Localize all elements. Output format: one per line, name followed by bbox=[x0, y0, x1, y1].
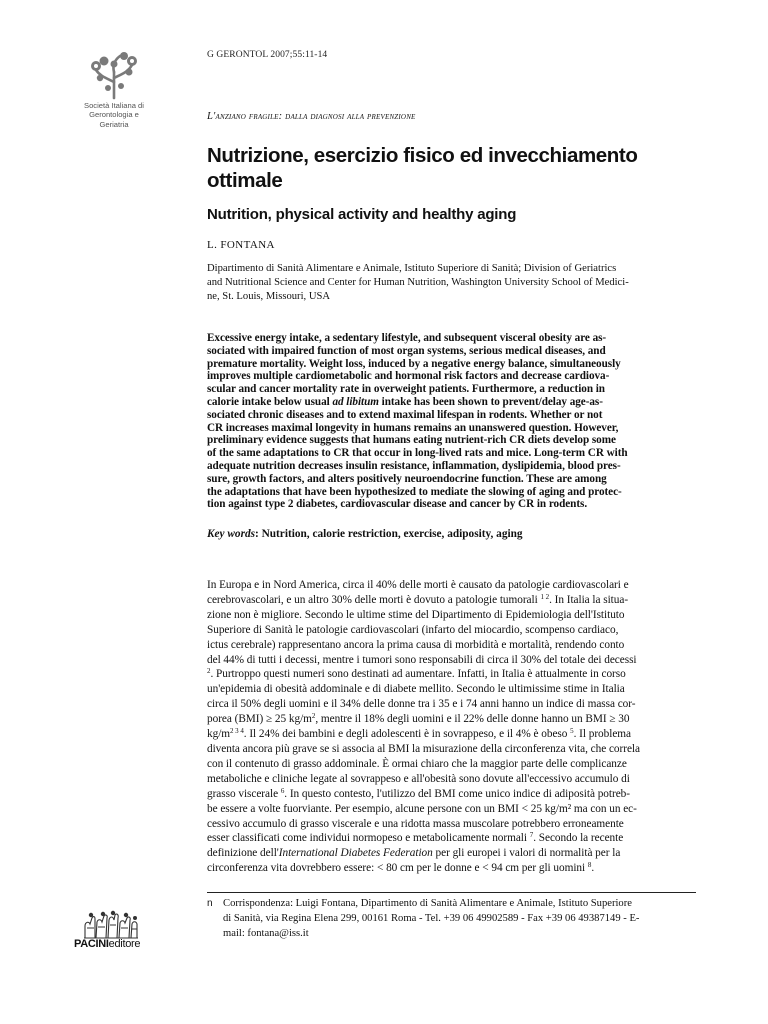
body-line: del 44% di tutti i decessi, mentre i tumori sono responsabili di circa il 30% del totale dei decessi bbox=[207, 653, 637, 666]
body-text-span: . In questo contesto, l'utilizzo del BMI come unico indice di adiposità potreb- bbox=[284, 787, 630, 800]
body-text-span: definizione dell' bbox=[207, 847, 279, 860]
body-line bbox=[207, 861, 702, 876]
body-line bbox=[207, 727, 702, 742]
body-line bbox=[207, 593, 702, 608]
body-line: un'epidemia di obesità addominale e di diabete mellito. Secondo le ultimissime stime in Italia bbox=[207, 683, 625, 696]
citation-ref: 8 bbox=[587, 861, 592, 870]
footnote-divider bbox=[207, 892, 696, 893]
citation-ref: 6 bbox=[280, 786, 285, 795]
abstract bbox=[207, 332, 702, 511]
publisher-name-rest: editore bbox=[108, 938, 141, 950]
body-text-span: porea (BMI) ≥ 25 kg/m bbox=[207, 713, 312, 726]
article-title: Nutrizione, esercizio fisico ed invecchiamento ottimale bbox=[207, 144, 638, 192]
body-line: zione non è migliore. Secondo le ultime stime del Dipartimento di Epidemiologia dell'Istituto bbox=[207, 608, 625, 621]
society-name-line: Gerontologia e bbox=[89, 110, 139, 120]
affiliation-line: ne, St. Louis, Missouri, USA bbox=[207, 291, 331, 302]
keywords-text: : Nutrition, calorie restriction, exercise, adiposity, aging bbox=[255, 528, 523, 540]
affiliation-line: and Nutritional Science and Center for Human Nutrition, Washington University School of Medici- bbox=[207, 277, 629, 288]
abstract-line: the adaptations that have been hypothesized to mediate the slowing of aging and protec- bbox=[207, 485, 622, 498]
article-title-english: Nutrition, physical activity and healthy aging bbox=[207, 206, 517, 223]
footnote-line: di Sanità, via Regina Elena 299, 00161 Roma - Tel. +39 06 49902589 - Fax +39 06 49387149 - E- bbox=[223, 913, 640, 924]
keywords bbox=[207, 528, 523, 540]
body-text-span: . bbox=[591, 862, 595, 875]
body-text-span: grasso viscerale bbox=[207, 787, 281, 800]
body-line: cessivo accumulo di grasso viscerale e una ridotta massa muscolare potrebbero erroneamente bbox=[207, 817, 624, 830]
footnote-line: Corrispondenza: Luigi Fontana, Dipartimento di Sanità Alimentare e Animale, Istituto Superiore bbox=[223, 898, 632, 909]
body-text-span: per gli europei i valori di normalità per la bbox=[432, 847, 621, 860]
body-line: be essere a volte fuorviante. Per esempio, alcune persone con un BMI < 25 kg/m² ma con un ec- bbox=[207, 802, 637, 815]
superscript: 2 bbox=[311, 712, 316, 721]
correspondence-footnote bbox=[223, 896, 699, 941]
abstract-line bbox=[207, 396, 702, 409]
body-line: diventa ancora più grave se si associa al BMI la misurazione della circonferenza vita, che correla bbox=[207, 742, 640, 755]
body-line: circa il 50% degli uomini e il 34% delle donne tra i 35 e i 74 anni hanno un indice di massa cor- bbox=[207, 698, 636, 711]
society-name bbox=[70, 101, 158, 129]
body-line: ictus cerebrale) rappresentano ancora la prima causa di morbidità e mortalità, rendendo conto bbox=[207, 638, 625, 651]
abstract-line: preliminary evidence suggests that humans eating nutrient-rich CR diets develop some bbox=[207, 434, 616, 447]
abstract-line: improves multiple cardiometabolic and hormonal risk factors and decrease cardiova- bbox=[207, 370, 610, 383]
body-text-span: circonferenza vita dovrebbero essere: < 80 cm per le donne e < 94 cm per gli uomini bbox=[207, 862, 588, 875]
body-text-span: cerebrovascolari, e un altro 30% delle morti è dovuto a patologie tumorali bbox=[207, 593, 541, 606]
abstract-line: Excessive energy intake, a sedentary lifestyle, and subsequent visceral obesity are as- bbox=[207, 332, 607, 344]
abstract-line: sure, growth factors, and alters positively neuroendocrine function. These are among bbox=[207, 472, 607, 485]
body-text-span: kg/m bbox=[207, 728, 231, 741]
author-affiliation bbox=[207, 262, 697, 304]
abstract-line: of the same adaptations to CR that occur in long-lived rats and mice. Long-term CR with bbox=[207, 447, 628, 460]
journal-citation: G GERONTOL 2007;55:11-14 bbox=[207, 50, 328, 60]
body-line bbox=[207, 787, 702, 802]
society-logo-icon bbox=[86, 52, 142, 100]
body-line bbox=[207, 831, 702, 846]
body-line bbox=[207, 712, 702, 727]
body-italic-span: International Diabetes Federation bbox=[278, 847, 433, 860]
abstract-line: tion against type 2 diabetes, cardiovascular disease and cancer by CR in rodents. bbox=[207, 498, 588, 511]
body-line: Superiore di Sanità le patologie cardiovascolari (infarto del miocardio, scompenso cardiaco, bbox=[207, 623, 619, 636]
body-text-span: . Secondo la recente bbox=[533, 832, 624, 845]
publisher-logo-icon bbox=[82, 910, 140, 940]
society-name-line: Società Italiana di bbox=[84, 101, 144, 110]
abstract-text: calorie intake below usual bbox=[207, 395, 333, 408]
footnote-line: mail: fontana@iss.it bbox=[223, 928, 309, 939]
citation-ref: 2 bbox=[207, 667, 211, 676]
publisher-name-bold: PACINI bbox=[74, 938, 109, 950]
abstract-line: premature mortality. Weight loss, induced by a negative energy balance, simultaneously bbox=[207, 357, 621, 370]
citation-ref: 5 bbox=[570, 727, 574, 736]
citation-ref: 2 3 4 bbox=[230, 727, 244, 736]
abstract-line: CR increases maximal longevity in humans remains an unanswered question. However, bbox=[207, 421, 619, 434]
body-line: con il contenuto di grasso addominale. È ormai chiaro che la maggior parte delle complicanze bbox=[207, 757, 627, 770]
citation-ref: 1 2 bbox=[540, 592, 550, 601]
publisher-name bbox=[74, 938, 140, 950]
abstract-line: scular and cancer mortality rate in overweight patients. Furthermore, a reduction in bbox=[207, 383, 605, 396]
body-line bbox=[207, 667, 702, 682]
body-text-span: . Il 24% dei bambini e degli adolescenti è in sovrappeso, e il 4% è obeso bbox=[243, 728, 571, 741]
affiliation-line: Dipartimento di Sanità Alimentare e Animale, Istituto Superiore di Sanità; Division of Geriatrics bbox=[207, 263, 617, 274]
body-line: In Europa e in Nord America, circa il 40% delle morti è causato da patologie cardiovascolari e bbox=[207, 579, 629, 591]
body-line bbox=[207, 846, 702, 861]
abstract-line: sociated chronic diseases and to extend maximal lifespan in rodents. Whether or not bbox=[207, 408, 603, 421]
body-text-span: . Il problema bbox=[573, 728, 631, 741]
body-line: metaboliche e cliniche legate al sovrappeso e all'obesità sono dovute all'eccessivo accumulo di bbox=[207, 772, 630, 785]
body-text-span: . Purtroppo questi numeri sono destinati ad aumentare. Infatti, in Italia è attualmente in corso bbox=[210, 668, 626, 681]
abstract-line: adequate nutrition decreases insulin resistance, inflammation, dyslipidemia, blood pres- bbox=[207, 459, 621, 472]
author-name: L. FONTANA bbox=[207, 239, 275, 251]
abstract-text: intake has been shown to prevent/delay age-as- bbox=[378, 395, 603, 408]
body-text-span: esser classificati come individui normopeso e metabolicamente normali bbox=[207, 832, 530, 845]
body-text bbox=[207, 578, 702, 876]
footnote-marker: n bbox=[207, 898, 213, 909]
body-text-span: . In Italia la situa- bbox=[549, 593, 629, 606]
citation-ref: 7 bbox=[529, 831, 534, 840]
society-name-line: Geriatria bbox=[99, 119, 129, 129]
keywords-label: Key words bbox=[207, 528, 256, 540]
section-label: L'anziano fragile: dalla diagnosi alla prevenzione bbox=[207, 111, 416, 122]
abstract-line: sociated with impaired function of most organ systems, serious medical diseases, and bbox=[207, 344, 606, 357]
body-text-span: , mentre il 18% degli uomini e il 22% delle donne hanno un BMI ≥ 30 bbox=[315, 713, 630, 726]
abstract-italic-term: ad libitum bbox=[332, 395, 379, 408]
